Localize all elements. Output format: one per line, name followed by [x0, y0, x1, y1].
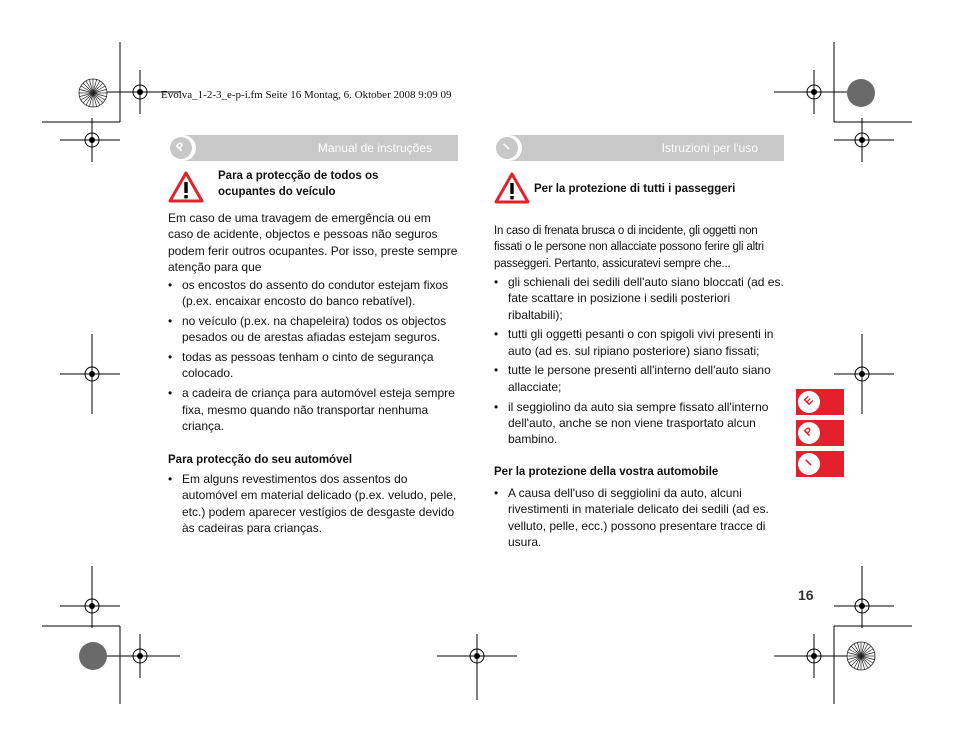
list-item: • todas as pessoas tenham o cinto de segurança colocado.: [168, 349, 460, 382]
list-item: • A causa dell'uso di seggiolini da auto, alcuni rivestimenti in materiale delicato dei sedili (ad es. velluto, pelle, ecc.) possono presentare tracce di usura.: [494, 485, 786, 550]
language-tab-p[interactable]: [796, 420, 844, 446]
language-tab-letter: E: [802, 394, 816, 408]
right-bullet-list: [494, 274, 786, 451]
file-header: Evolva_1-2-3_e-p-i.fm Seite 16 Montag, 6. Oktober 2008 9:09 09: [161, 89, 452, 101]
left-sub-heading: Para protecção do seu automóvel: [168, 454, 353, 466]
right-banner-title: Istruzioni per l'uso: [661, 141, 758, 155]
language-tab-letter: P: [802, 425, 816, 439]
right-sub-heading: Per la protezione della vostra automobile: [494, 466, 719, 478]
right-sub-bullet-list: [494, 485, 786, 550]
left-banner-tab: [168, 135, 196, 161]
right-banner-tab: [494, 135, 522, 161]
left-bullet-list: [168, 277, 460, 438]
list-item: • il seggiolino da auto sia sempre fissato all'interno dell'auto, anche se non viene trasportato alcun bambino.: [494, 399, 786, 448]
list-item: • no veículo (p.ex. na chapeleira) todos os objectos pesados ou de arestas afiadas estejam seguros.: [168, 313, 460, 346]
list-item: • os encostos do assento do condutor estejam fixos (p.ex. encaixar encosto do banco rebatível).: [168, 277, 460, 310]
right-intro-paragraph: In caso di frenata brusca o di incidente, gli oggetti non fissati o le persone non allacciate possono ferire gli altri passeggeri. Pertanto, assicuratevi sempre che...: [494, 225, 764, 270]
list-item: • gli schienali dei sedili dell'auto siano bloccati (ad es. fate scattare in posizione i sedili posteriori ribaltabili);: [494, 274, 786, 323]
language-tab-letter: I: [803, 457, 815, 469]
language-tab-e[interactable]: [796, 389, 844, 415]
left-warning-heading: Para a protecção de todos os ocupantes do veículo: [218, 170, 379, 198]
left-intro-paragraph: Em caso de uma travagem de emergência ou em caso de acidente, objectos e pessoas não seguros podem ferir outros ocupantes. Por isso, preste sempre atenção para que: [168, 211, 458, 274]
right-banner-letter: I: [501, 141, 513, 153]
language-tab-i[interactable]: [796, 451, 844, 477]
left-sub-bullet-list: [168, 471, 460, 536]
warning-triangle-icon: [494, 172, 530, 204]
right-warning-heading: Per la protezione di tutti i passeggeri: [534, 183, 736, 195]
left-section-banner: [168, 135, 458, 161]
left-banner-title: Manual de instruções: [317, 141, 432, 155]
list-item: • tutte le persone presenti all'interno dell'auto siano allacciate;: [494, 362, 786, 395]
page-number: 16: [798, 587, 814, 603]
warning-triangle-icon: [168, 171, 204, 203]
list-item: • Em alguns revestimentos dos assentos do automóvel em material delicado (p.ex. veludo, pele, etc.) podem aparecer vestígios de desgaste devido às cadeiras para crianças.: [168, 471, 460, 536]
list-item: • tutti gli oggetti pesanti o con spigoli vivi presenti in auto (ad es. sul ripiano posteriore) siano fissati;: [494, 326, 786, 359]
list-item: • a cadeira de criança para automóvel esteja sempre fixa, mesmo quando não transportar nenhuma criança.: [168, 385, 460, 434]
left-banner-letter: P: [174, 140, 188, 154]
right-section-banner: [494, 135, 784, 161]
